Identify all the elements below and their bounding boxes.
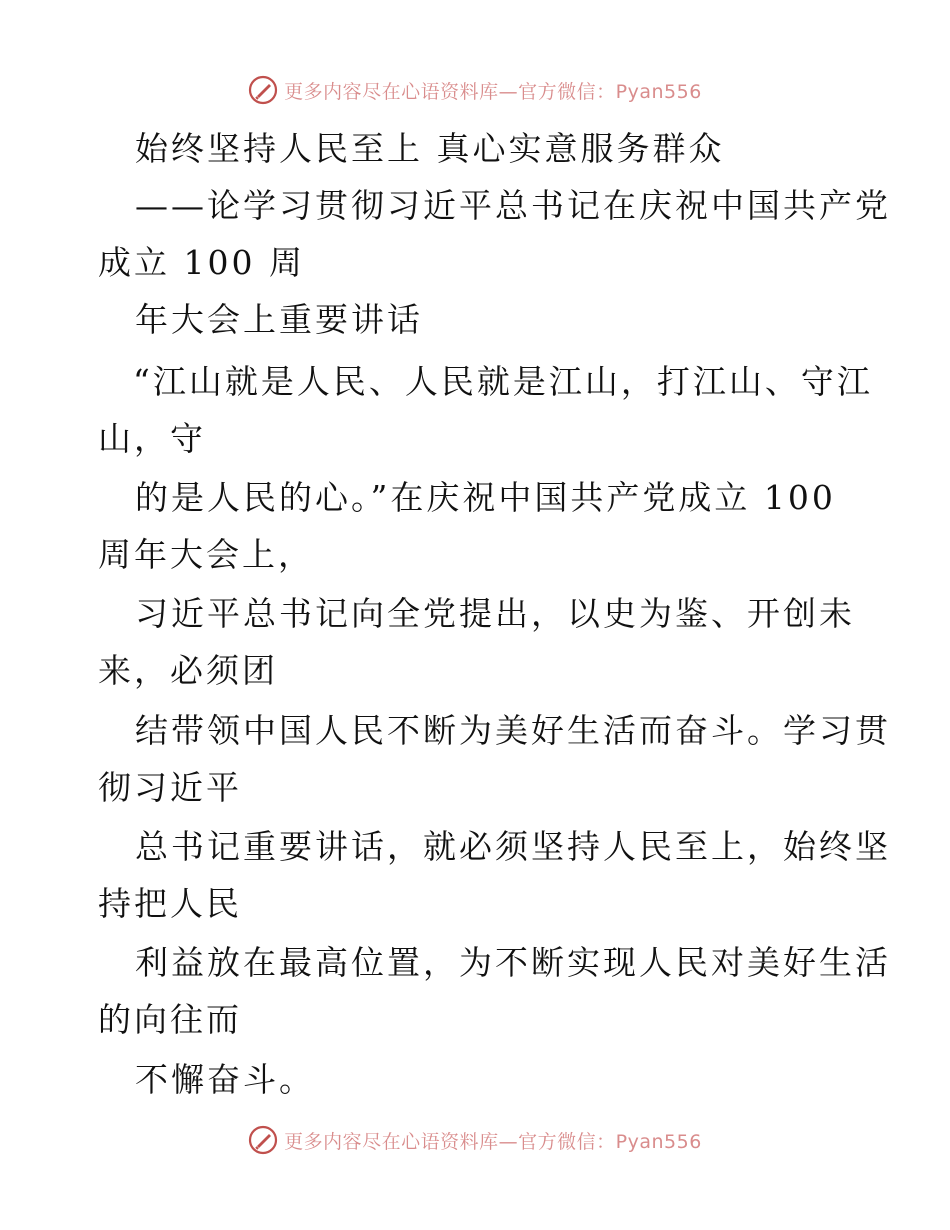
article-line: 结带领中国人民不断为美好生活而奋斗。学习贯 xyxy=(135,711,891,750)
footer-banner xyxy=(0,1120,950,1160)
article-line: 来，必须团 xyxy=(98,651,278,690)
article-line: 彻习近平 xyxy=(98,768,242,807)
article-line: 不懈奋斗。 xyxy=(135,1060,315,1099)
article-subtitle: ——论学习贯彻习近平总书记在庆祝中国共产党 xyxy=(135,186,891,225)
quill-pen-logo-icon xyxy=(248,1125,278,1155)
article-line: “江山就是人民、人民就是江山，打江山、守江 xyxy=(133,362,873,401)
footer-banner-text: 更多内容尽在心语资料库—官方微信：Pyan556 xyxy=(284,1130,702,1153)
article-line: 利益放在最高位置，为不断实现人民对美好生活 xyxy=(135,943,891,982)
article-title: 始终坚持人民至上 真心实意服务群众 xyxy=(135,129,725,168)
article-line: 山，守 xyxy=(98,419,206,458)
article-line: 的向往而 xyxy=(98,1000,242,1039)
article-line: 的是人民的心。”在庆祝中国共产党成立 100 xyxy=(135,478,836,517)
article-line: 成立 100 周 xyxy=(98,243,305,282)
article-line: 周年大会上， xyxy=(98,535,314,574)
header-banner xyxy=(0,70,950,110)
article-line: 年大会上重要讲话 xyxy=(135,300,423,339)
header-banner-text: 更多内容尽在心语资料库—官方微信：Pyan556 xyxy=(284,80,702,103)
article-line: 持把人民 xyxy=(98,884,242,923)
quill-pen-logo-icon xyxy=(248,75,278,105)
article-line: 习近平总书记向全党提出，以史为鉴、开创未 xyxy=(135,594,855,633)
article-line: 总书记重要讲话，就必须坚持人民至上，始终坚 xyxy=(135,827,891,866)
